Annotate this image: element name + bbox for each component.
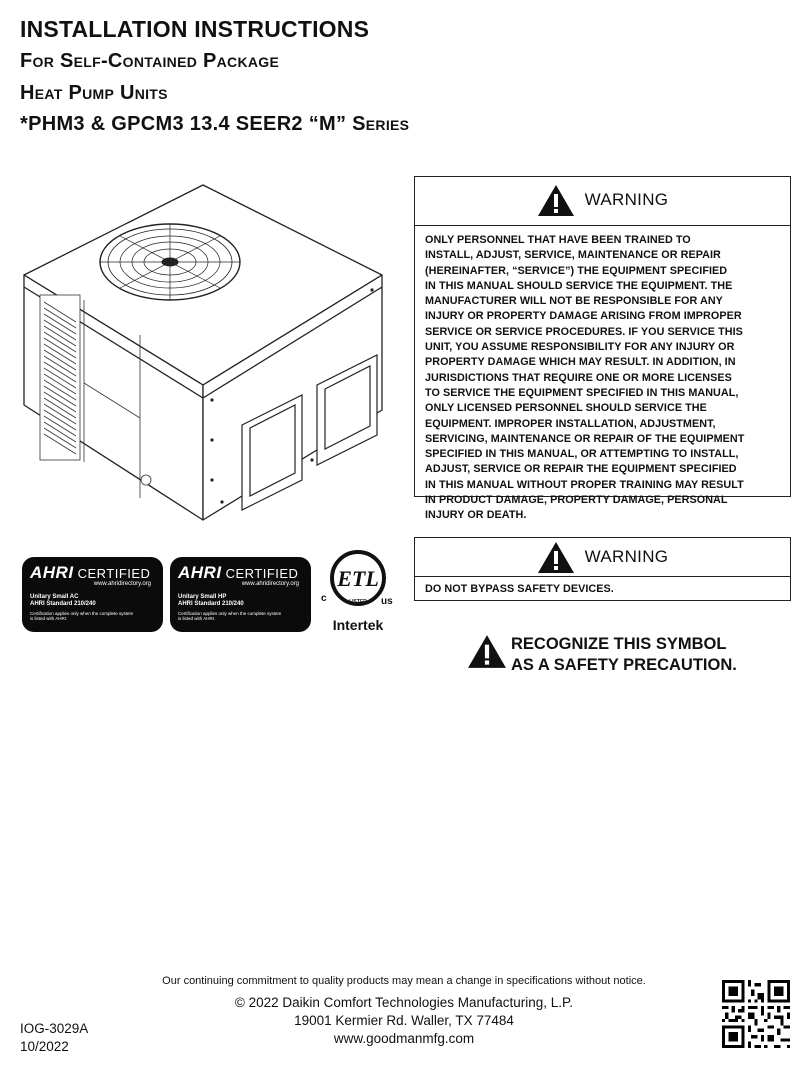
warning-header [415, 177, 790, 223]
warning-triangle-icon [537, 541, 575, 574]
warning-title: WARNING [584, 547, 669, 566]
warning-body [425, 233, 780, 524]
safety-alert-icon [467, 634, 507, 669]
ahri-certified-badge-hp [170, 557, 311, 632]
warning-box-training [414, 176, 791, 522]
warning-title: WARNING [584, 190, 669, 209]
document-id [20, 1020, 88, 1056]
warning-body-line: SERVICE OR SERVICE PROCEDURES. IF YOU SERVICE THIS [425, 325, 743, 338]
ahri-standard: AHRI Standard 210/240 [178, 601, 244, 607]
ahri-product-line: Unitary Small AC [30, 594, 79, 600]
ahri-standard: AHRI Standard 210/240 [30, 601, 96, 607]
footer-website: www.goodmanmfg.com [333, 1031, 475, 1046]
warning-body-line: UNIT, YOU ASSUME RESPONSIBILITY FOR ANY INJURY OR [425, 341, 735, 354]
warning-body-line: MANUFACTURER WILL NOT BE RESPONSIBLE FOR ANY [425, 295, 723, 308]
doc-subtitle-line2: Heat Pump Units [20, 82, 168, 104]
warning-body-line: SERVICING, MAINTENANCE OR REPAIR OF THE EQUIPMENT [425, 432, 745, 445]
warning-divider [415, 576, 790, 577]
footer-copyright: © 2022 Daikin Comfort Technologies Manufacturing, L.P. [234, 995, 574, 1010]
etl-c-text: c [321, 593, 327, 604]
warning-body-line: ONLY PERSONNEL THAT HAVE BEEN TRAINED TO [425, 234, 691, 246]
warning-divider [415, 225, 790, 226]
doc-subtitle-line3: *PHM3 & GPCM3 13.4 SEER2 “M” Series [20, 113, 410, 135]
warning-body-line: ADJUST, SERVICE OR REPAIR THE EQUIPMENT SPECIFIED [425, 463, 737, 476]
doc-subtitle-line1: For Self-Contained Package [20, 50, 280, 72]
ahri-note: is listed with AHRI. [178, 616, 216, 621]
warning-triangle-icon [537, 184, 575, 217]
fan-grille [100, 224, 240, 300]
qr-code [722, 980, 790, 1048]
ahri-certified-label: CERTIFIED [225, 566, 299, 581]
warning-body-line: IN PRODUCT DAMAGE, PROPERTY DAMAGE, PERSONAL [425, 494, 728, 507]
warning-box-safety-devices [414, 537, 791, 601]
warning-body-line: IN THIS MANUAL WITHOUT PROPER TRAINING MAY RESULT [425, 478, 744, 491]
intertek-label: Intertek [332, 617, 384, 633]
ahri-url: www.ahridirectory.org [93, 581, 151, 587]
warning-body-line: INJURY OR DEATH. [425, 509, 527, 522]
etl-circle-logo [318, 548, 398, 610]
ahri-certified-label: CERTIFIED [77, 566, 151, 581]
warning-body-line: SPECIFIED IN THIS MANUAL, OR ATTEMPTING TO INSTALL, [425, 448, 739, 461]
ahri-product-line: Unitary Small HP [178, 594, 227, 600]
warning-body-line: EQUIPMENT. IMPROPER INSTALLATION, ADJUSTMENT, [425, 417, 716, 430]
warning-header [415, 538, 790, 576]
ahri-brand: AHRI [30, 563, 74, 582]
warning-body-line: JURISDICTIONS THAT REQUIRE ONE OR MORE LICENSES [425, 371, 732, 384]
doc-title: INSTALLATION INSTRUCTIONS [20, 16, 370, 42]
doc-date: 10/2022 [20, 1039, 69, 1054]
ahri-note: is listed with AHRI. [30, 616, 68, 621]
warning-body-line: INSTALL, ADJUST, SERVICE, MAINTENANCE OR REPAIR [425, 249, 721, 262]
etl-listed-text: LISTED [349, 599, 367, 605]
footer-address: 19001 Kermier Rd. Waller, TX 77484 [294, 1013, 514, 1028]
safety-line2: AS A SAFETY PRECAUTION. [511, 656, 737, 674]
warning-body-line: INJURY OR PROPERTY DAMAGE ARISING FROM IMPROPER [425, 310, 742, 323]
safety-precaution-text [511, 634, 737, 676]
safety-line1: RECOGNIZE THIS SYMBOL [511, 635, 727, 653]
warning-body: DO NOT BYPASS SAFETY DEVICES. [425, 583, 614, 595]
ahri-note: Certification applies only when the complete system [178, 611, 282, 616]
ahri-note: Certification applies only when the complete system [30, 611, 134, 616]
warning-body-line: IN THIS MANUAL SHOULD SERVICE THE EQUIPMENT. THE [425, 279, 733, 292]
ahri-url: www.ahridirectory.org [241, 581, 299, 587]
ahri-brand: AHRI [178, 563, 222, 582]
doc-id-number: IOG-3029A [20, 1021, 89, 1036]
ahri-certified-badge-ac [22, 557, 163, 632]
warning-body-line: (HEREINAFTER, “SERVICE”) THE EQUIPMENT SPECIFIED [425, 264, 728, 277]
package-unit-illustration [22, 180, 404, 528]
warning-body-line: TO SERVICE THE EQUIPMENT SPECIFIED IN THIS MANUAL, [425, 386, 739, 399]
etl-us-text: us [381, 596, 393, 607]
warning-body-line: PROPERTY DAMAGE WHICH MAY RESULT. IN ADDITION, IN [425, 356, 736, 369]
warning-body-line: ONLY LICENSED PERSONNEL SHOULD SERVICE THE [425, 402, 707, 415]
footer-notice: Our continuing commitment to quality products may mean a change in specifications without notice. [162, 975, 646, 987]
etl-listed-mark [318, 548, 398, 638]
etl-mark-text: ETL [337, 566, 379, 591]
